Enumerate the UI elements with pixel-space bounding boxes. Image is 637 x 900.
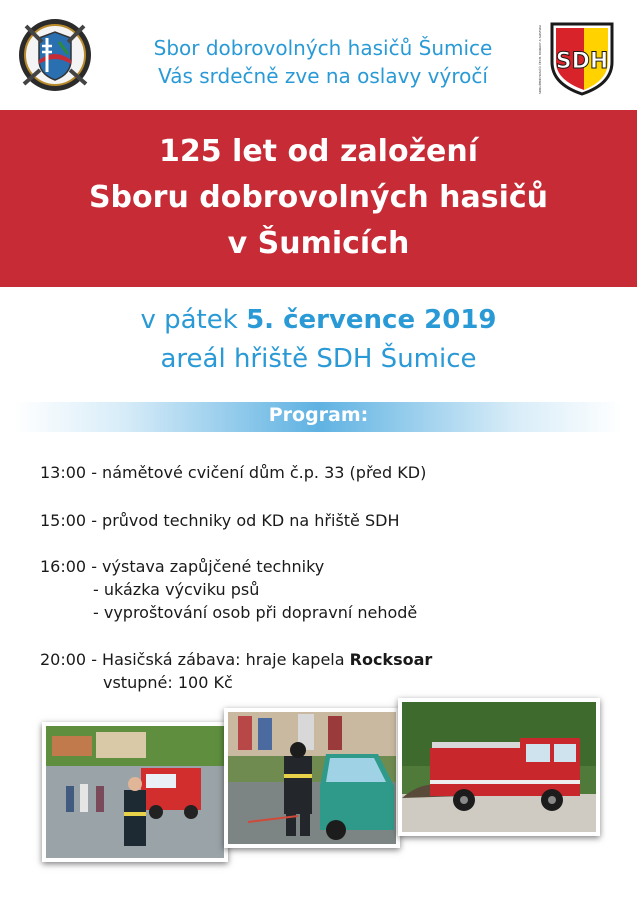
program-item-2: 15:00 - průvod techniky od KD na hřiště SDH	[40, 511, 400, 530]
sdh-logo-caption: SDRUŽENÍ HASIČŮ ČECH, MORAVY A SLEZSKA	[538, 24, 542, 94]
banner-line-1: 125 let od založení	[158, 134, 479, 169]
header-line-2: Vás srdečně zve na oslavy výročí	[158, 64, 488, 88]
program-item-3: 16:00 - výstava zapůjčené techniky	[40, 557, 325, 576]
event-place: areál hřiště SDH Šumice	[160, 344, 477, 374]
banner-line-2: Sboru dobrovolných hasičů	[88, 180, 549, 215]
program-item-3-sub-1: - ukázka výcviku psů	[93, 580, 260, 599]
event-date-prefix: v pátek	[140, 305, 238, 335]
band-name: Rocksoar	[349, 650, 433, 669]
photo-fire-truck	[398, 698, 600, 836]
program-item-3-sub-2: - vyproštování osob při dopravní nehodě	[93, 603, 418, 622]
sdh-logo	[538, 18, 620, 98]
fire-brigade-emblem	[14, 14, 96, 96]
banner-line-3: v Šumicích	[227, 226, 410, 261]
program-item-1: 13:00 - námětové cvičení dům č.p. 33 (před KD)	[40, 463, 427, 482]
program-item-4	[40, 650, 432, 669]
event-date-main: 5. července 2019	[246, 305, 497, 335]
program-item-4-sub: vstupné: 100 Kč	[103, 673, 233, 692]
photo-rescue-car	[224, 708, 400, 848]
header-line-1: Sbor dobrovolných hasičů Šumice	[153, 36, 493, 60]
program-label: Program:	[268, 404, 369, 426]
program-item-4-text: 20:00 - Hasičská zábava: hraje kapela	[40, 650, 350, 669]
photo-firefighter-street	[42, 722, 228, 862]
sdh-letters: SDH	[555, 49, 609, 74]
event-date	[0, 305, 637, 335]
